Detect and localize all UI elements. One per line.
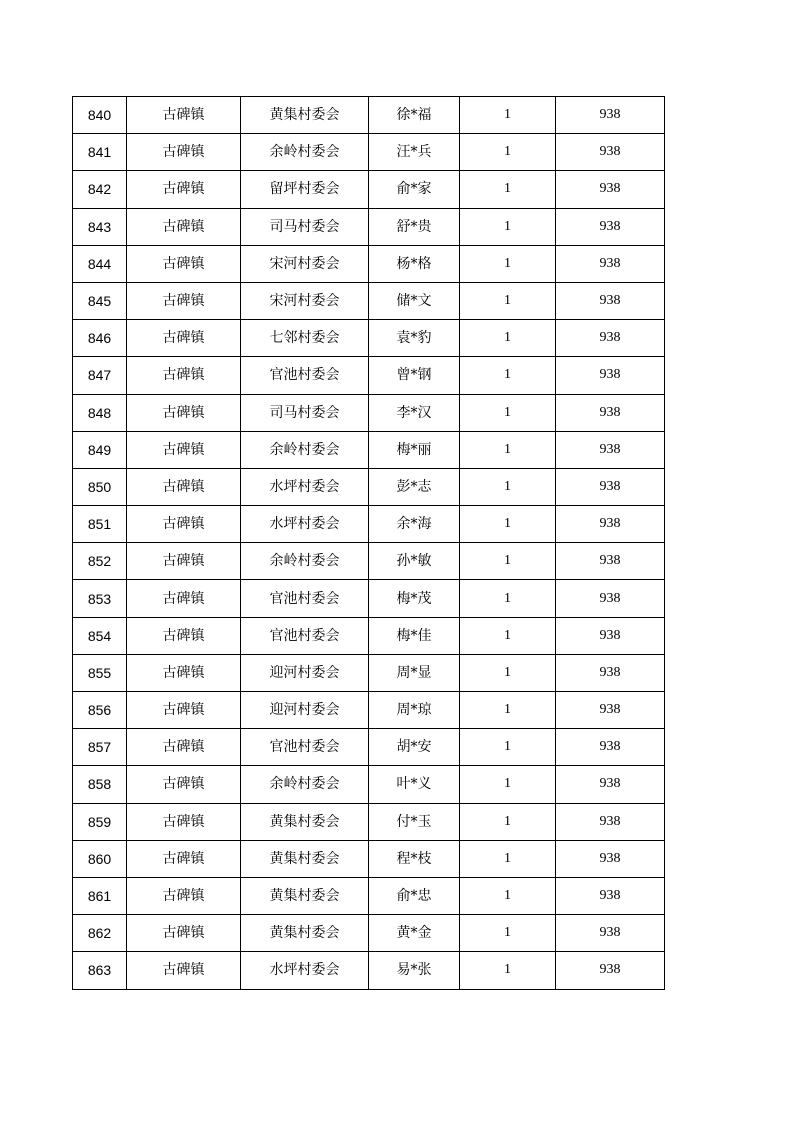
row-number-cell: 850 [73,468,127,505]
person-name-cell: 周*琼 [369,692,460,729]
count-cell: 1 [460,245,556,282]
count-cell: 1 [460,692,556,729]
row-number-cell: 844 [73,245,127,282]
row-number-cell: 846 [73,320,127,357]
count-cell: 1 [460,877,556,914]
person-name-cell: 杨*格 [369,245,460,282]
count-cell: 1 [460,171,556,208]
village-committee-cell: 司马村委会 [241,394,369,431]
amount-cell: 938 [556,654,665,691]
village-committee-cell: 余岭村委会 [241,134,369,171]
town-cell: 古碑镇 [127,208,241,245]
table-row [73,97,665,134]
town-cell: 古碑镇 [127,171,241,208]
amount-cell: 938 [556,282,665,319]
village-committee-cell: 七邻村委会 [241,320,369,357]
table-row [73,431,665,468]
amount-cell: 938 [556,506,665,543]
amount-cell: 938 [556,692,665,729]
village-committee-cell: 官池村委会 [241,729,369,766]
village-committee-cell: 官池村委会 [241,617,369,654]
row-number-cell: 847 [73,357,127,394]
count-cell: 1 [460,468,556,505]
town-cell: 古碑镇 [127,877,241,914]
row-number-cell: 858 [73,766,127,803]
village-committee-cell: 水坪村委会 [241,952,369,989]
row-number-cell: 861 [73,877,127,914]
count-cell: 1 [460,134,556,171]
town-cell: 古碑镇 [127,543,241,580]
person-name-cell: 徐*福 [369,97,460,134]
amount-cell: 938 [556,97,665,134]
row-number-cell: 840 [73,97,127,134]
table-row [73,245,665,282]
amount-cell: 938 [556,915,665,952]
table-row [73,394,665,431]
person-name-cell: 舒*贵 [369,208,460,245]
table-row [73,580,665,617]
village-committee-cell: 黄集村委会 [241,915,369,952]
row-number-cell: 859 [73,803,127,840]
person-name-cell: 汪*兵 [369,134,460,171]
person-name-cell: 袁*豹 [369,320,460,357]
table-row [73,915,665,952]
village-committee-cell: 水坪村委会 [241,506,369,543]
town-cell: 古碑镇 [127,952,241,989]
amount-cell: 938 [556,803,665,840]
amount-cell: 938 [556,580,665,617]
row-number-cell: 843 [73,208,127,245]
table-row [73,134,665,171]
row-number-cell: 855 [73,654,127,691]
town-cell: 古碑镇 [127,840,241,877]
village-committee-cell: 黄集村委会 [241,877,369,914]
person-name-cell: 黄*金 [369,915,460,952]
count-cell: 1 [460,431,556,468]
town-cell: 古碑镇 [127,803,241,840]
person-name-cell: 程*枝 [369,840,460,877]
count-cell: 1 [460,320,556,357]
row-number-cell: 851 [73,506,127,543]
person-name-cell: 梅*佳 [369,617,460,654]
town-cell: 古碑镇 [127,134,241,171]
town-cell: 古碑镇 [127,692,241,729]
table-row [73,282,665,319]
row-number-cell: 848 [73,394,127,431]
count-cell: 1 [460,543,556,580]
town-cell: 古碑镇 [127,580,241,617]
person-name-cell: 付*玉 [369,803,460,840]
row-number-cell: 860 [73,840,127,877]
count-cell: 1 [460,617,556,654]
amount-cell: 938 [556,877,665,914]
count-cell: 1 [460,580,556,617]
table-row [73,506,665,543]
amount-cell: 938 [556,245,665,282]
count-cell: 1 [460,654,556,691]
town-cell: 古碑镇 [127,654,241,691]
row-number-cell: 856 [73,692,127,729]
amount-cell: 938 [556,357,665,394]
person-name-cell: 梅*茂 [369,580,460,617]
roster-table-body [73,97,665,990]
village-committee-cell: 留坪村委会 [241,171,369,208]
row-number-cell: 841 [73,134,127,171]
person-name-cell: 李*汉 [369,394,460,431]
person-name-cell: 易*张 [369,952,460,989]
person-name-cell: 储*文 [369,282,460,319]
person-name-cell: 俞*忠 [369,877,460,914]
count-cell: 1 [460,97,556,134]
table-row [73,766,665,803]
table-row [73,952,665,989]
town-cell: 古碑镇 [127,357,241,394]
row-number-cell: 853 [73,580,127,617]
village-committee-cell: 黄集村委会 [241,840,369,877]
table-row [73,803,665,840]
village-committee-cell: 余岭村委会 [241,431,369,468]
town-cell: 古碑镇 [127,97,241,134]
village-committee-cell: 黄集村委会 [241,803,369,840]
count-cell: 1 [460,729,556,766]
table-row [73,320,665,357]
row-number-cell: 854 [73,617,127,654]
person-name-cell: 曾*钢 [369,357,460,394]
village-committee-cell: 迎河村委会 [241,654,369,691]
village-committee-cell: 余岭村委会 [241,766,369,803]
count-cell: 1 [460,766,556,803]
town-cell: 古碑镇 [127,506,241,543]
amount-cell: 938 [556,766,665,803]
person-name-cell: 俞*家 [369,171,460,208]
town-cell: 古碑镇 [127,431,241,468]
village-committee-cell: 宋河村委会 [241,245,369,282]
town-cell: 古碑镇 [127,729,241,766]
village-committee-cell: 司马村委会 [241,208,369,245]
person-name-cell: 梅*丽 [369,431,460,468]
table-row [73,877,665,914]
table-row [73,654,665,691]
person-name-cell: 孙*敏 [369,543,460,580]
town-cell: 古碑镇 [127,320,241,357]
town-cell: 古碑镇 [127,617,241,654]
row-number-cell: 849 [73,431,127,468]
table-row [73,729,665,766]
village-committee-cell: 黄集村委会 [241,97,369,134]
count-cell: 1 [460,506,556,543]
amount-cell: 938 [556,431,665,468]
amount-cell: 938 [556,840,665,877]
row-number-cell: 857 [73,729,127,766]
amount-cell: 938 [556,543,665,580]
table-row [73,171,665,208]
town-cell: 古碑镇 [127,282,241,319]
count-cell: 1 [460,282,556,319]
person-name-cell: 余*海 [369,506,460,543]
village-committee-cell: 官池村委会 [241,357,369,394]
table-row [73,468,665,505]
village-committee-cell: 官池村委会 [241,580,369,617]
person-name-cell: 胡*安 [369,729,460,766]
row-number-cell: 862 [73,915,127,952]
amount-cell: 938 [556,171,665,208]
village-committee-cell: 宋河村委会 [241,282,369,319]
person-name-cell: 叶*义 [369,766,460,803]
count-cell: 1 [460,915,556,952]
row-number-cell: 852 [73,543,127,580]
amount-cell: 938 [556,134,665,171]
village-committee-cell: 余岭村委会 [241,543,369,580]
row-number-cell: 863 [73,952,127,989]
table-row [73,208,665,245]
row-number-cell: 842 [73,171,127,208]
table-row [73,692,665,729]
village-committee-cell: 迎河村委会 [241,692,369,729]
count-cell: 1 [460,803,556,840]
amount-cell: 938 [556,952,665,989]
town-cell: 古碑镇 [127,766,241,803]
count-cell: 1 [460,357,556,394]
amount-cell: 938 [556,468,665,505]
town-cell: 古碑镇 [127,394,241,431]
count-cell: 1 [460,208,556,245]
person-name-cell: 彭*志 [369,468,460,505]
table-row [73,617,665,654]
town-cell: 古碑镇 [127,468,241,505]
roster-table [72,96,665,990]
amount-cell: 938 [556,729,665,766]
count-cell: 1 [460,952,556,989]
person-name-cell: 周*显 [369,654,460,691]
table-row [73,543,665,580]
amount-cell: 938 [556,208,665,245]
table-row [73,840,665,877]
amount-cell: 938 [556,617,665,654]
town-cell: 古碑镇 [127,915,241,952]
table-row [73,357,665,394]
village-committee-cell: 水坪村委会 [241,468,369,505]
count-cell: 1 [460,840,556,877]
town-cell: 古碑镇 [127,245,241,282]
row-number-cell: 845 [73,282,127,319]
count-cell: 1 [460,394,556,431]
amount-cell: 938 [556,320,665,357]
amount-cell: 938 [556,394,665,431]
